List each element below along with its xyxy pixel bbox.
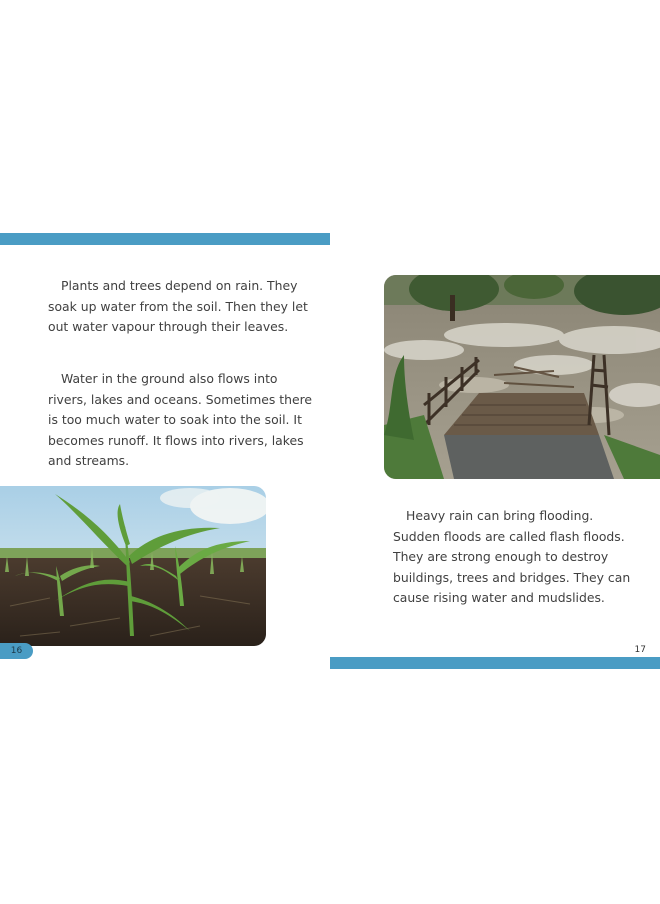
right-paragraph-1 [393, 506, 643, 609]
corn-seedlings-photo [0, 486, 266, 646]
page-number-right: 17 [634, 645, 646, 655]
paragraph-text: Heavy rain can bring flooding. Sudden floods are called flash floods. They are strong enough to destroy buildings, trees and bridges. They can cause rising water and mudslides. [393, 508, 631, 605]
top-accent-bar [0, 233, 330, 245]
flooded-bridge-photo [384, 275, 660, 479]
page-number-left: 16 [0, 643, 33, 659]
left-paragraph-1 [48, 276, 313, 338]
left-page [0, 233, 330, 671]
bottom-accent-bar [330, 657, 660, 669]
book-spread [0, 233, 660, 671]
right-page [330, 233, 660, 671]
paragraph-text: Water in the ground also flows into rivers, lakes and oceans. Sometimes there is too much water to soak into the soil. It becomes runoff. It flows into rivers, lakes and streams. [48, 371, 313, 468]
left-paragraph-2 [48, 369, 313, 472]
paragraph-text: Plants and trees depend on rain. They soak up water from the soil. Then they let out water vapour through their leaves. [48, 278, 308, 334]
